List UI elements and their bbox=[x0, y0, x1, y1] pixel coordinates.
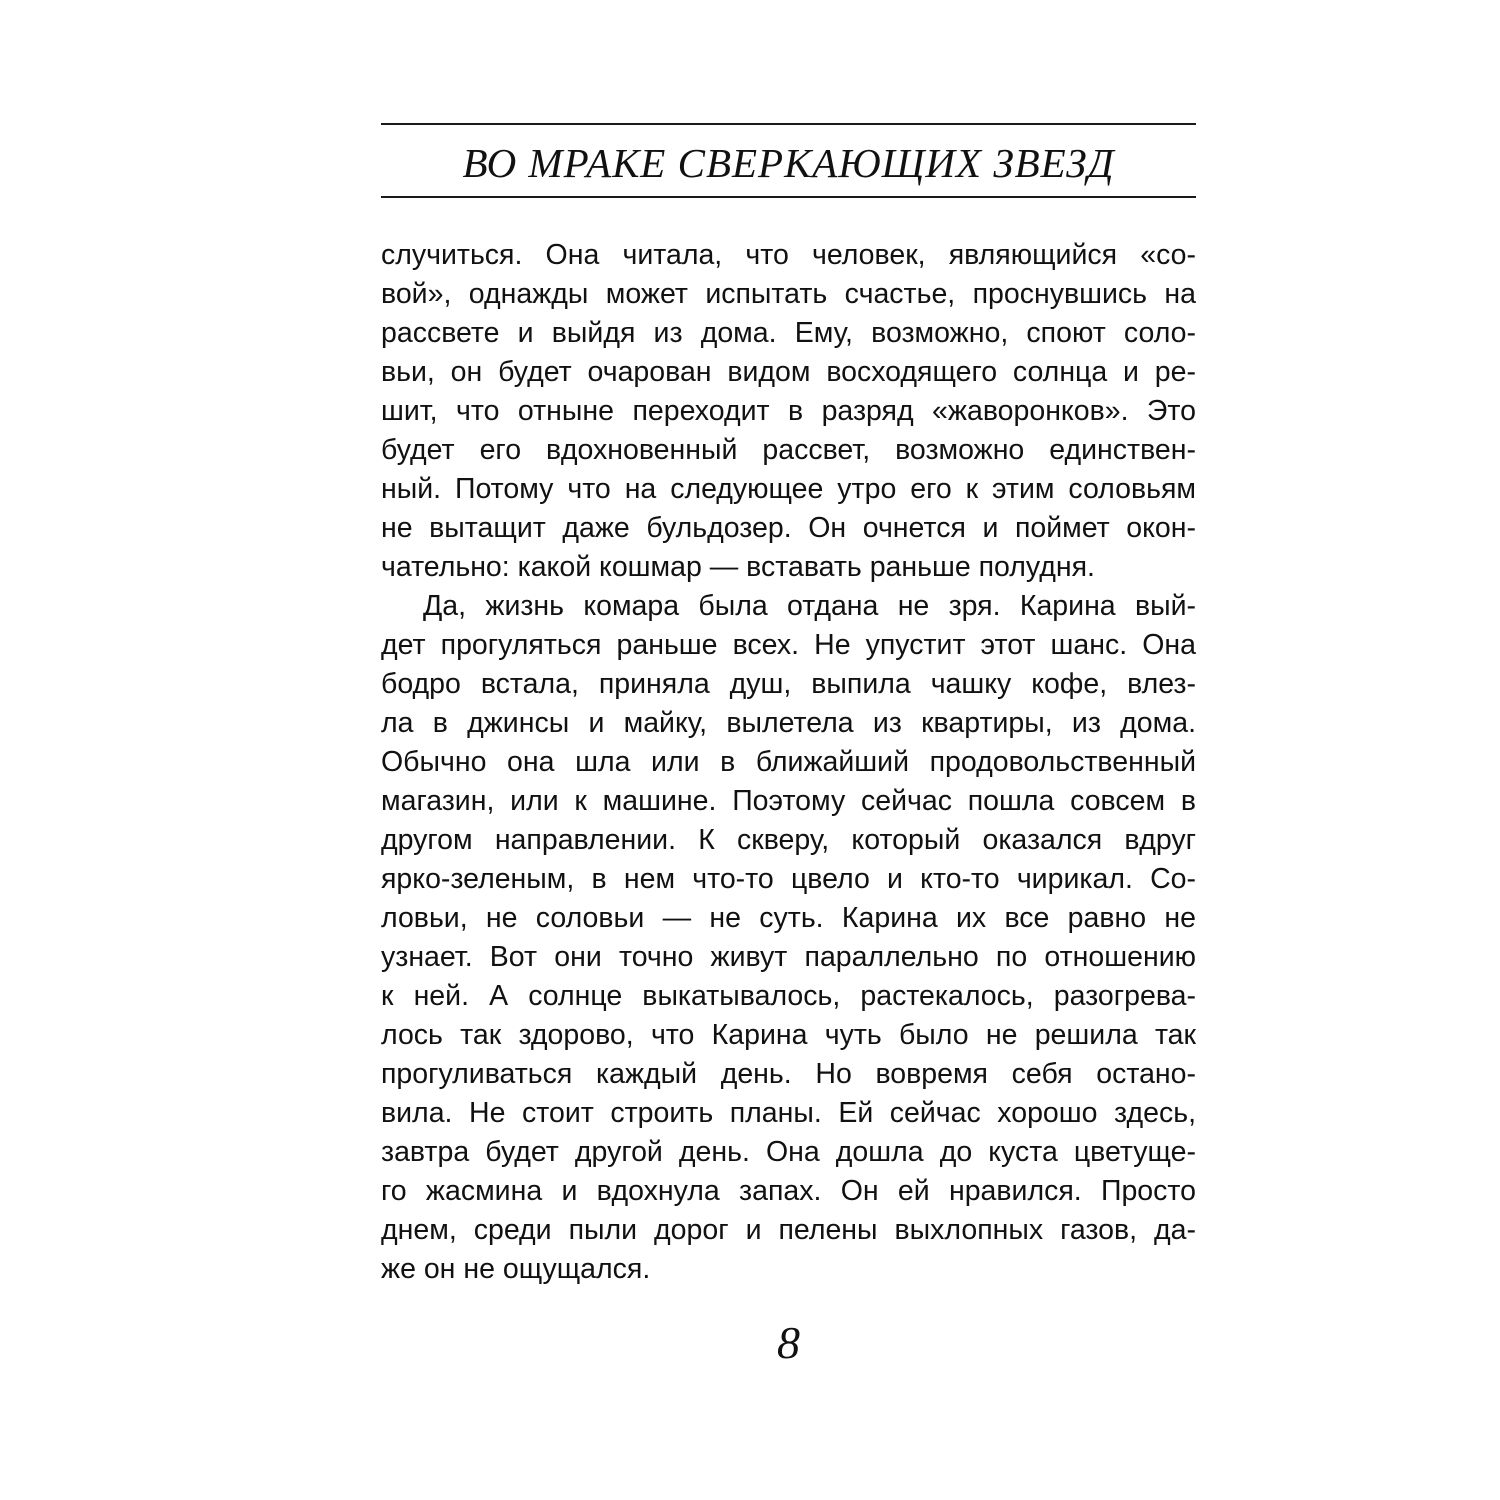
text-line: Обычно она шла или в ближайший продовольственный bbox=[381, 746, 1196, 778]
text-line: рассвете и выйдя из дома. Ему, возможно, споют соло- bbox=[381, 317, 1196, 349]
text-line: дет прогуляться раньше всех. Не упустит этот шанс. Она bbox=[381, 629, 1196, 661]
text-line: ла в джинсы и майку, вылетела из квартиры, из дома. bbox=[381, 707, 1196, 739]
text-line: же он не ощущался. bbox=[381, 1253, 651, 1285]
running-title: ВО МРАКЕ СВЕРКАЮЩИХ ЗВЕЗД bbox=[462, 140, 1115, 186]
text-line: будет его вдохновенный рассвет, возможно единствен- bbox=[381, 434, 1196, 466]
text-line: узнает. Вот они точно живут параллельно по отношению bbox=[381, 941, 1196, 973]
text-line: ярко-зеленым, в нем что-то цвело и кто-то чирикал. Со- bbox=[381, 863, 1196, 895]
text-line: лось так здорово, что Карина чуть было не решила так bbox=[381, 1019, 1196, 1051]
text-line: ловьи, не соловьи — не суть. Карина их все равно не bbox=[381, 902, 1196, 934]
text-line: го жасмина и вдохнула запах. Он ей нравился. Просто bbox=[381, 1175, 1196, 1207]
page-number: 8 bbox=[777, 1317, 800, 1368]
text-line: к ней. А солнце выкатывалось, растекалось, разогрева- bbox=[381, 980, 1196, 1012]
text-line: вила. Не стоит строить планы. Ей сейчас хорошо здесь, bbox=[381, 1097, 1196, 1129]
text-line: случиться. Она читала, что человек, являющийся «со- bbox=[381, 239, 1196, 271]
text-line: ный. Потому что на следующее утро его к этим соловьям bbox=[381, 473, 1196, 505]
text-line: шит, что отныне переходит в разряд «жаворонков». Это bbox=[381, 395, 1196, 427]
header-rule-bottom bbox=[381, 196, 1196, 198]
text-line: вой», однажды может испытать счастье, проснувшись на bbox=[381, 278, 1196, 310]
text-line: не вытащит даже бульдозер. Он очнется и поймет окон- bbox=[381, 512, 1196, 544]
text-line: Да, жизнь комара была отдана не зря. Карина вый- bbox=[423, 590, 1196, 622]
body-text bbox=[381, 236, 1196, 1289]
text-line: днем, среди пыли дорог и пелены выхлопных газов, да- bbox=[381, 1214, 1196, 1246]
text-line: чательно: какой кошмар — вставать раньше полудня. bbox=[381, 551, 1095, 583]
text-line: магазин, или к машине. Поэтому сейчас пошла совсем в bbox=[381, 785, 1196, 817]
text-line: другом направлении. К скверу, который оказался вдруг bbox=[381, 824, 1196, 856]
text-line: вьи, он будет очарован видом восходящего солнца и ре- bbox=[381, 356, 1196, 388]
text-line: прогуливаться каждый день. Но вовремя себя остано- bbox=[381, 1058, 1196, 1090]
text-line: завтра будет другой день. Она дошла до куста цветуще- bbox=[381, 1136, 1196, 1168]
header-rule-top bbox=[381, 123, 1196, 125]
text-line: бодро встала, приняла душ, выпила чашку кофе, влез- bbox=[381, 668, 1196, 700]
